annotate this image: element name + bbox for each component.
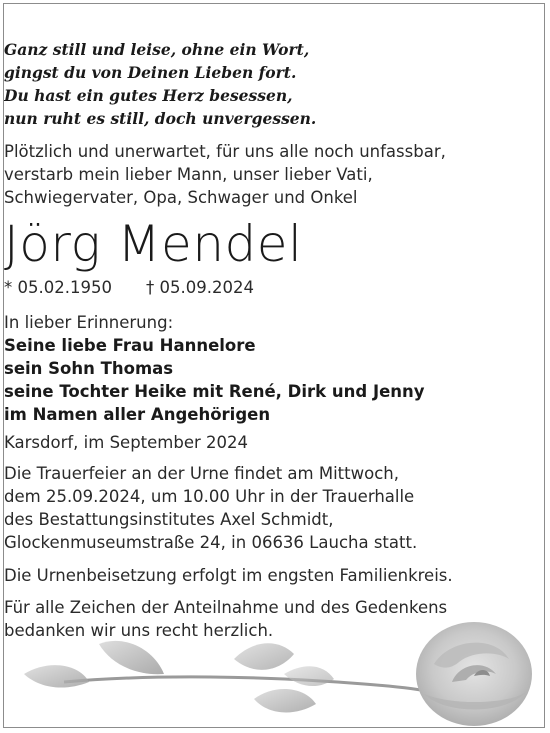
life-dates — [4, 276, 544, 300]
poem-line: nun ruht es still, doch unvergessen. — [4, 109, 317, 128]
mourner-line: im Namen aller Angehörigen — [4, 405, 271, 424]
death-date: † 05.09.2024 — [145, 278, 254, 297]
deceased-name: Jörg Mendel — [4, 215, 303, 273]
announcement-line: verstarb mein lieber Mann, unser lieber Vati, — [4, 165, 373, 184]
thanks-line: Für alle Zeichen der Anteilnahme und des Gedenkens — [4, 598, 448, 617]
mourner-line: sein Sohn Thomas — [4, 359, 174, 378]
urn-burial-note — [4, 564, 544, 587]
poem-line: Du hast ein gutes Herz besessen, — [4, 86, 293, 105]
funeral-line: dem 25.09.2024, um 10.00 Uhr in der Trauerhalle — [4, 487, 415, 506]
poem-line: gingst du von Deinen Lieben fort. — [4, 63, 297, 82]
announcement-line: Plötzlich und unerwartet, für uns alle noch unfassbar, — [4, 142, 446, 161]
place-and-date: Karsdorf, im September 2024 — [4, 433, 249, 452]
death-announcement — [4, 140, 544, 209]
funeral-line: Die Trauerfeier an der Urne findet am Mittwoch, — [4, 464, 399, 483]
funeral-line: des Bestattungsinstitutes Axel Schmidt, — [4, 510, 334, 529]
mourners-list — [4, 311, 544, 426]
urn-line: Die Urnenbeisetzung erfolgt im engsten Familienkreis. — [4, 566, 453, 585]
thanks-note — [4, 596, 544, 642]
mourners-lead: In lieber Erinnerung: — [4, 313, 174, 332]
memorial-poem — [4, 38, 544, 130]
mourner-line: Seine liebe Frau Hannelore — [4, 336, 256, 355]
poem-line: Ganz still und leise, ohne ein Wort, — [4, 40, 310, 59]
funeral-details — [4, 462, 544, 554]
birth-date: * 05.02.1950 — [4, 278, 112, 297]
obituary-notice — [3, 3, 545, 728]
announcement-line: Schwiegervater, Opa, Schwager und Onkel — [4, 188, 358, 207]
funeral-line: Glockenmuseumstraße 24, in 06636 Laucha statt. — [4, 533, 418, 552]
thanks-line: bedanken wir uns recht herzlich. — [4, 621, 274, 640]
mourner-line: seine Tochter Heike mit René, Dirk und Jenny — [4, 382, 425, 401]
